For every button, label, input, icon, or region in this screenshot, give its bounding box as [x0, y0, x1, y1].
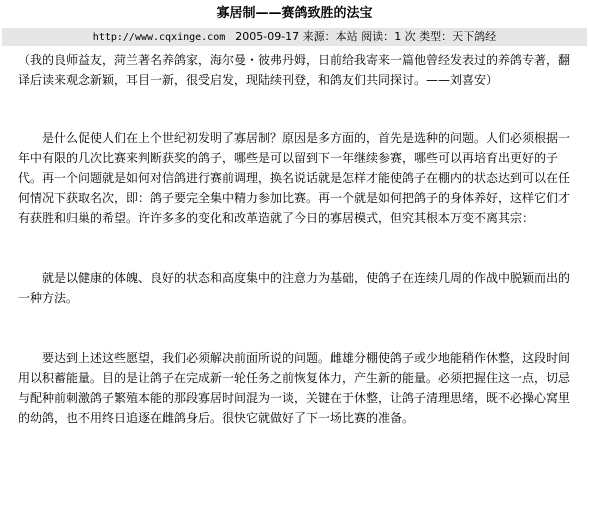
meta-reads-value: 1 次	[394, 30, 416, 43]
meta-date: 2005-09-17	[235, 30, 300, 43]
meta-url: http://www.cqxinge.com	[92, 32, 226, 43]
meta-type: 类型：天下鸽经	[419, 30, 497, 43]
article-meta-bar	[2, 28, 587, 46]
body-paragraph-1: 是什么促使人们在上个世纪初发明了寡居制？原因是多方面的，首先是选种的问题。人们必须根据一年中有限的几次比赛来判断获奖的鸽子，哪些是可以留到下一年继续参赛，哪些可以再培育出更好的子代。再一个问题就是如何对信鸽进行赛前调理，换名说话就是怎样才能使鸽子在棚内的状态达到可以在任何情况下获取名次，即：鸽子要完全集中精力参加比赛。再一个就是如何把鸽子的身体养好，这样它们才有获胜和归巢的希望。许许多多的变化和改革造就了今日的寡居模式，但究其根本万变不离其宗：	[18, 131, 571, 225]
body-paragraph-3: 要达到上述这些愿望，我们必须解决前面所说的问题。雌雄分棚使鸽子或少地能稍作休整，这段时间用以积蓄能量。目的是让鸽子在完成新一轮任务之前恢复体力，产生新的能量。必须把握住这一点，切忌与配种前刺激鸽子繁殖本能的那段寡居时间混为一谈，关键在于休整，让鸽子清理思绪，既不必操心窝里的幼鸽，也不用终日追逐在雌鸽身后。很快它就做好了下一场比赛的准备。	[18, 351, 571, 425]
intro-paragraph: （我的良师益友，菏兰著名养鸽家，海尔曼・彼弗丹姆，日前给我寄来一篇他曾经发表过的养鸽专著，翻译后读来观念新颖，耳目一新，很受启发，现陆续刊登，和鸽友们共同探讨。——刘喜安）	[18, 53, 571, 87]
article-body	[0, 46, 589, 428]
body-paragraph-2: 就是以健康的体魄、良好的状态和高度集中的注意力为基础，使鸽子在连续几周的作战中脱颖而出的一种方法。	[18, 271, 571, 305]
meta-source: 来源：本站	[302, 30, 358, 43]
meta-reads-label: 阅读：	[361, 30, 395, 43]
article-title: 寡居制——赛鸽致胜的法宝	[216, 6, 373, 21]
